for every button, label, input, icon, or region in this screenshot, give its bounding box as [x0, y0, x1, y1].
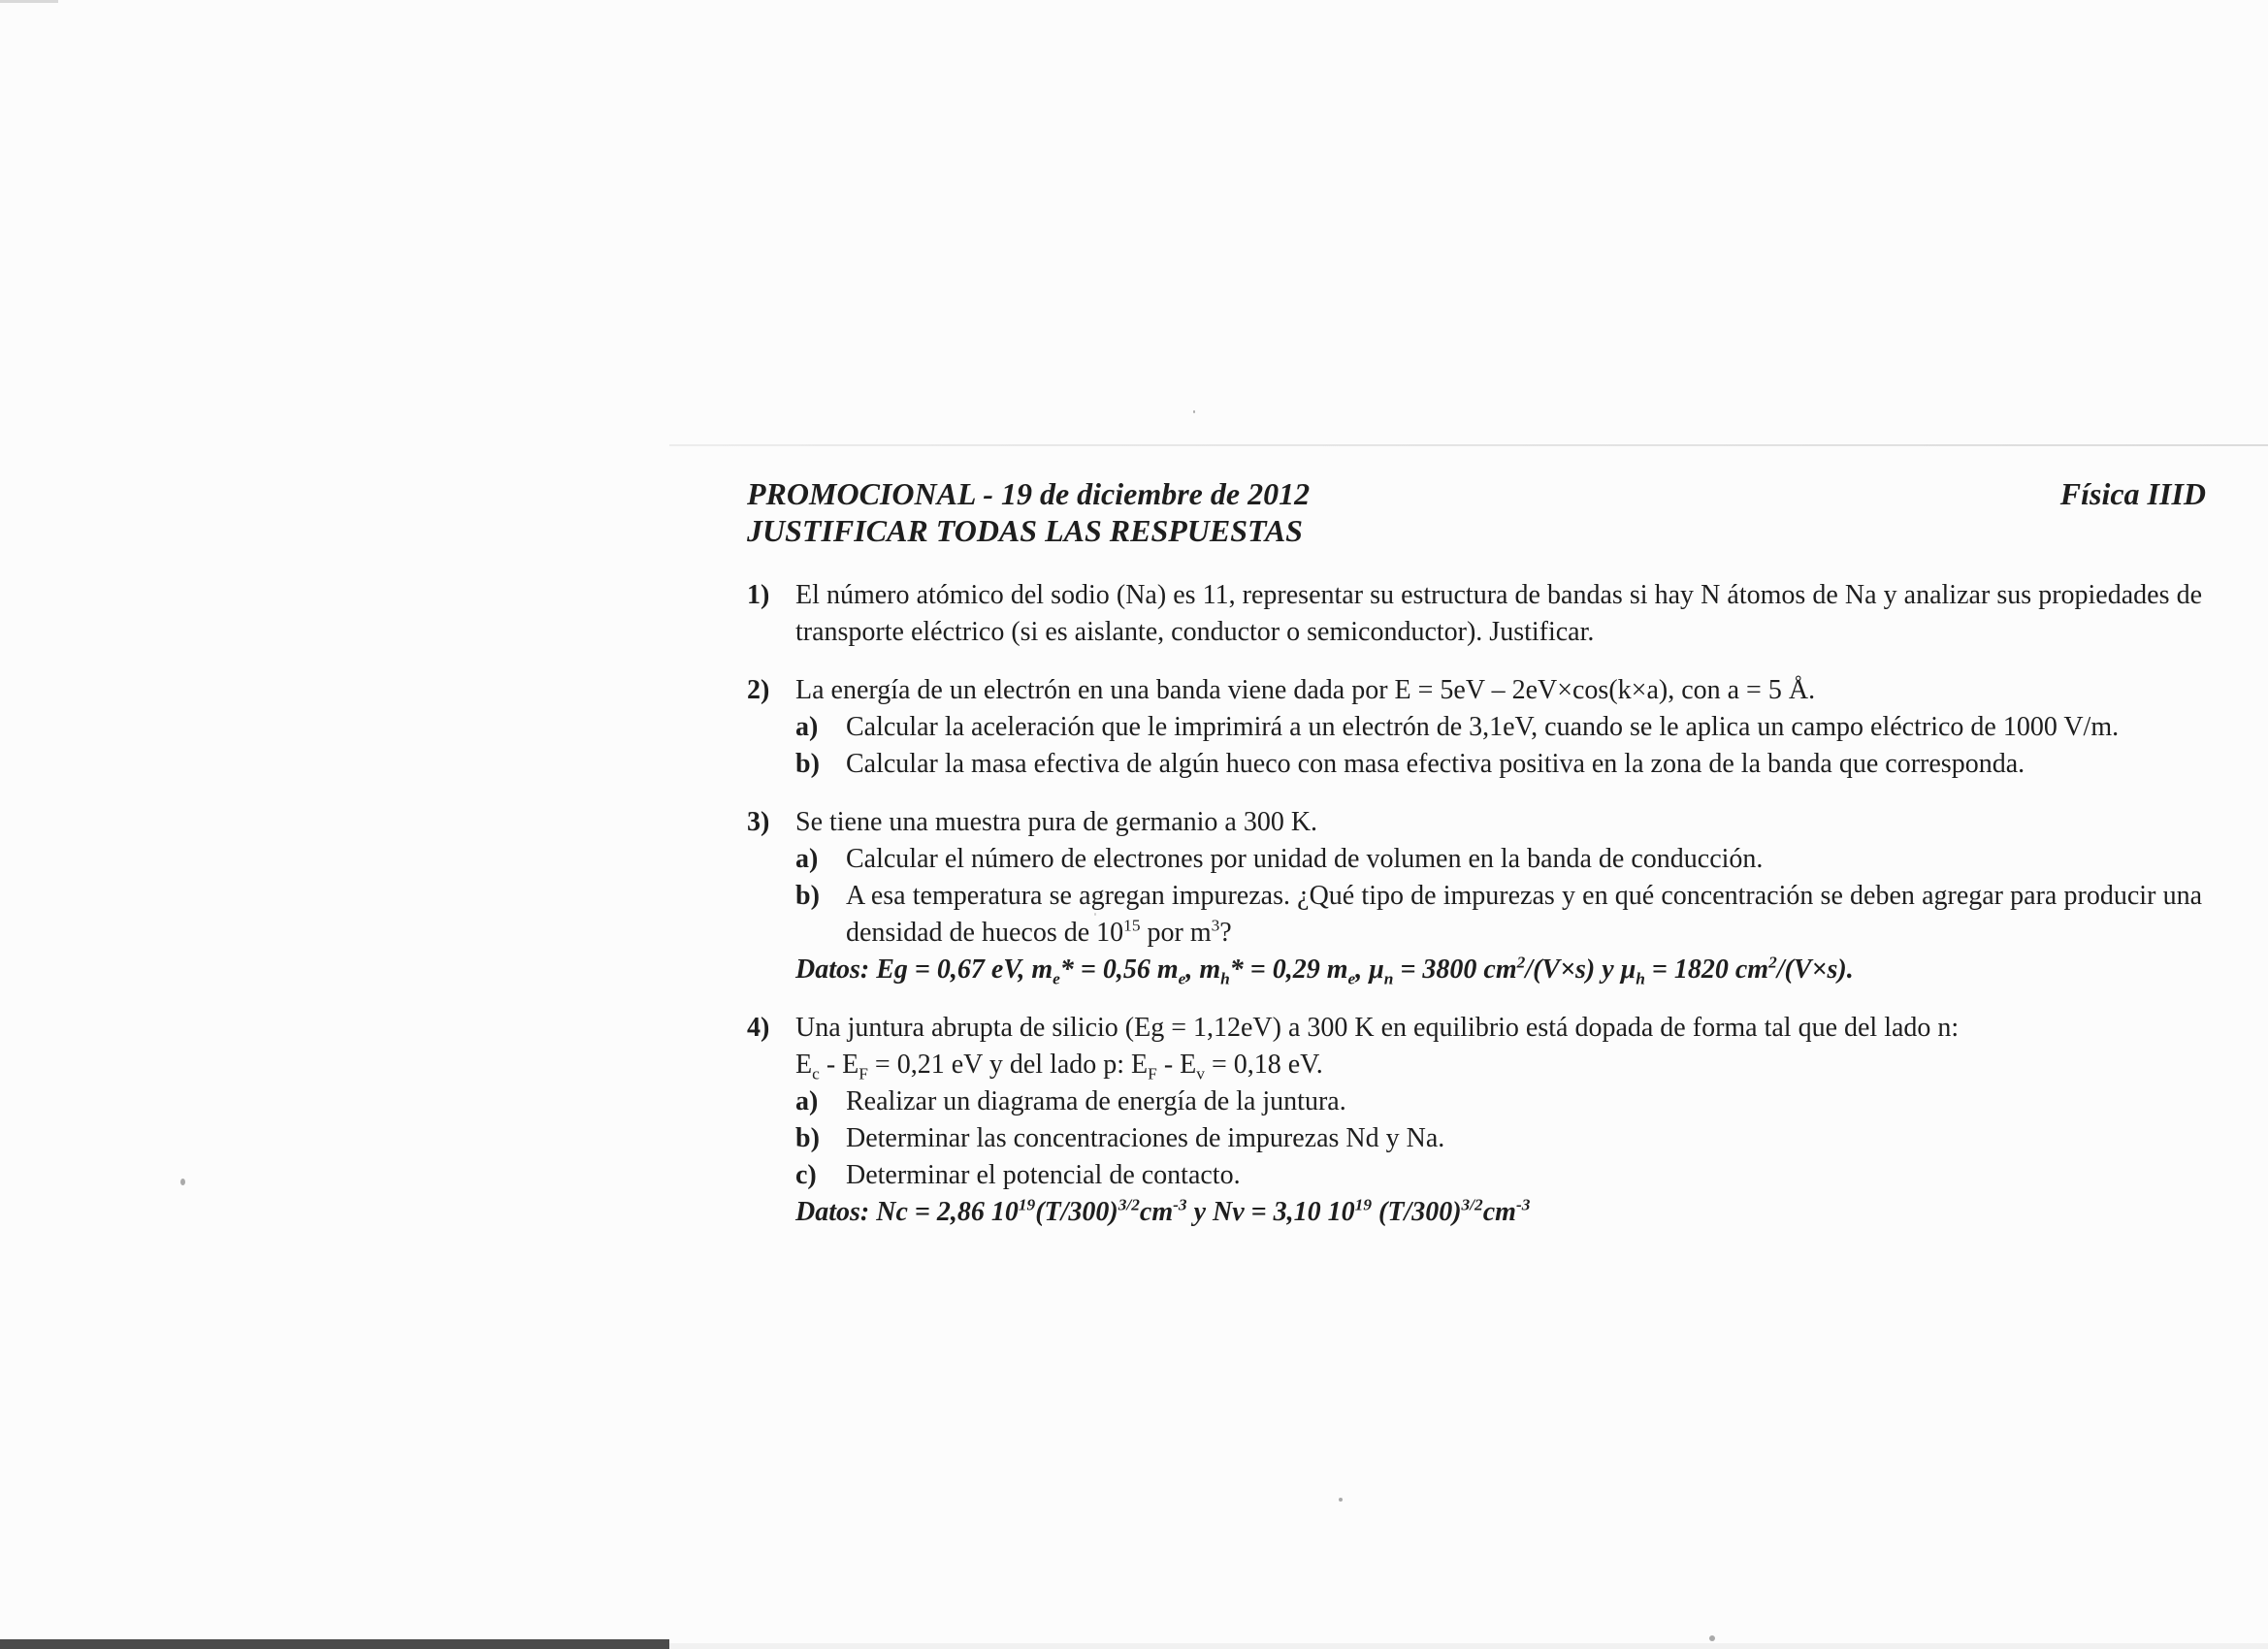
paper-edge-bottom [669, 1643, 2268, 1649]
item-letter: c) [795, 1160, 817, 1190]
paper-edge-left [0, 1639, 669, 1649]
problem-item [795, 878, 2202, 952]
item-letter: b) [795, 1123, 820, 1153]
problem-1 [747, 577, 2202, 651]
problem-item [795, 1083, 2202, 1120]
problem-item [795, 709, 2202, 746]
problem-item [795, 746, 2202, 783]
problem-4 [747, 1010, 2202, 1231]
problem-number: 4) [747, 1013, 770, 1043]
problem-number: 2) [747, 675, 770, 705]
problem-data: Datos: Nc = 2,86 $10^{19}(T/300)^{3/2}cm^{-3}$ y Nv = 3,10 $10^{19}$ $(T/300)^{3/2}cm^{-3}$ [795, 1195, 1531, 1227]
problem-item [795, 1157, 2202, 1194]
item-text: Determinar el potencial de contacto. [846, 1160, 1241, 1190]
item-text: Determinar las concentraciones de impurezas Nd y Na. [846, 1123, 1445, 1153]
scan-speck [1709, 1635, 1715, 1641]
item-text: A esa temperatura se agregan impurezas. ¿Qué tipo de impurezas y en qué concentración se deben agregar para producir una densidad de huecos de $10^{15}$ por $m^3$? [846, 881, 2202, 948]
item-text: Calcular el número de electrones por unidad de volumen en la banda de conducción. [846, 844, 1764, 874]
exam-instructions: JUSTIFICAR TODAS LAS RESPUESTAS [747, 513, 1303, 548]
scan-speck [1193, 410, 1195, 413]
scan-speck [180, 1179, 185, 1185]
problem-list [747, 577, 2202, 1231]
exam-sheet [747, 475, 2206, 1252]
problem-3 [747, 804, 2202, 988]
problem-statement: Se tiene una muestra pura de germanio a 300 K. [795, 807, 1318, 837]
exam-title: PROMOCIONAL - 19 de diciembre de 2012 [747, 476, 1311, 511]
problem-statement: Una juntura abrupta de silicio (Eg = 1,12eV) a 300 K en equilibrio está dopada de forma tal que del lado n: [795, 1013, 1960, 1043]
item-letter: a) [795, 1086, 819, 1116]
problem-statement: La energía de un electrón en una banda viene dada por E = 5eV – 2eV×cos(k×a), con a = 5 Å. [795, 675, 1816, 705]
problem-statement: El número atómico del sodio (Na) es 11, representar su estructura de bandas si hay N átomos de Na y analizar sus propiedades de transporte eléctrico (si es aislante, conductor o semiconductor). Justificar. [795, 580, 2202, 647]
problem-data: Datos: Eg = 0,67 eV, $m_e* = 0,56$ $m_e$, $m_h* = 0,29$ $m_e$, $\mu_n = 3800$ $cm^2/(V\times s)$ y $\mu_h = 1820$ $cm^2/(V\times s)$. [795, 953, 1854, 988]
item-text: Calcular la aceleración que le imprimirá a un electrón de 3,1eV, cuando se le aplica un campo eléctrico de 1000 V/m. [846, 712, 2120, 742]
exam-header [747, 475, 2206, 563]
problem-item [795, 1120, 2202, 1157]
course-name: Física IIID [2059, 476, 2206, 511]
problem-statement-line2: $E_c - E_F = 0,21$ eV y del lado p: $E_F - E_v = 0,18$ eV. [795, 1050, 1323, 1083]
problem-2 [747, 672, 2202, 783]
item-letter: a) [795, 712, 819, 742]
paper-edge-top [669, 444, 2268, 446]
scan-corner-mark [0, 0, 58, 3]
item-letter: b) [795, 749, 820, 779]
problem-number: 1) [747, 580, 770, 610]
item-text: Realizar un diagrama de energía de la juntura. [846, 1086, 1346, 1116]
scan-speck [1339, 1498, 1343, 1502]
item-letter: b) [795, 881, 820, 911]
item-letter: a) [795, 844, 819, 874]
problem-item [795, 841, 2202, 878]
problem-number: 3) [747, 807, 770, 837]
item-text: Calcular la masa efectiva de algún hueco con masa efectiva positiva en la zona de la banda que corresponda. [846, 749, 2025, 779]
